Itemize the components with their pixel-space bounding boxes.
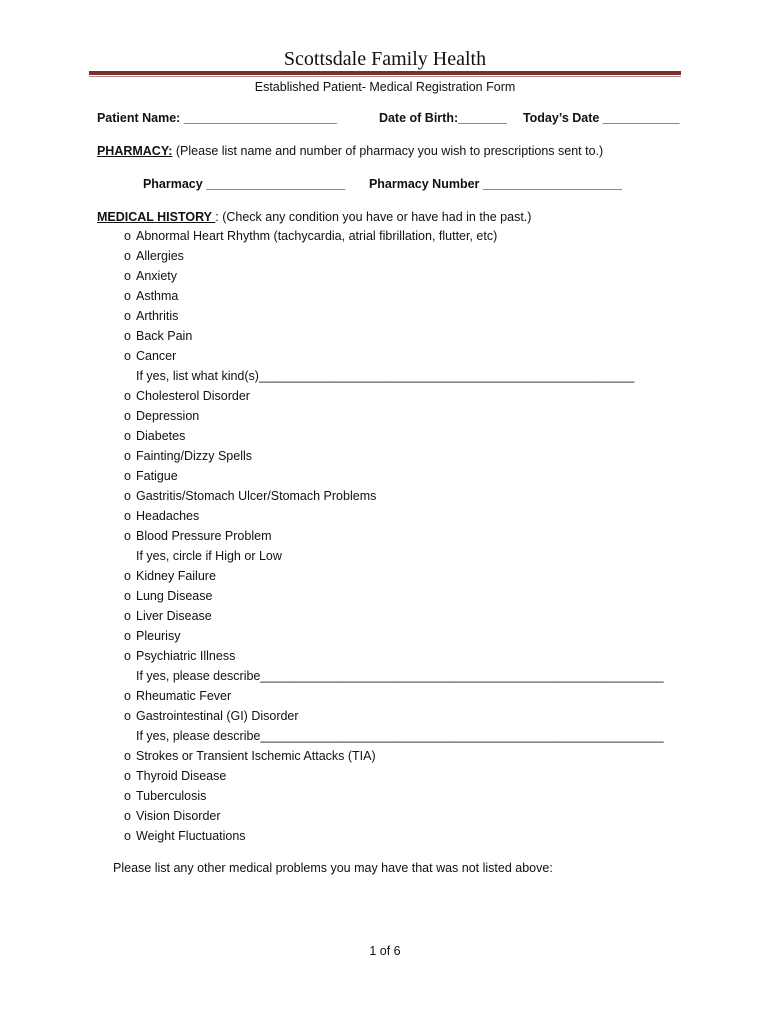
pharmacy-instruction: (Please list name and number of pharmacy you wish to prescriptions sent to.) [172, 144, 604, 158]
checkbox-circle-icon[interactable]: o [124, 749, 131, 763]
condition-item[interactable] [124, 529, 271, 543]
condition-item[interactable] [124, 489, 376, 503]
checkbox-circle-icon[interactable]: o [124, 309, 131, 323]
pharmacy-name-field[interactable]: ____________________ [206, 177, 346, 191]
pharmacy-heading: PHARMACY: [96, 144, 173, 158]
condition-label: Cholesterol Disorder [136, 389, 250, 403]
condition-item[interactable] [124, 389, 250, 403]
checkbox-circle-icon[interactable]: o [124, 489, 131, 503]
condition-item[interactable] [124, 629, 180, 643]
condition-item[interactable] [124, 409, 199, 423]
condition-label: Depression [136, 409, 200, 423]
condition-label: Cancer [136, 349, 177, 363]
patient-name-field[interactable]: ______________________ [183, 111, 337, 125]
condition-label: Blood Pressure Problem [136, 529, 272, 543]
dob-row [372, 97, 507, 125]
checkbox-circle-icon[interactable]: o [124, 449, 131, 463]
page-number: 1 of 6 [369, 944, 401, 958]
condition-item[interactable] [124, 649, 235, 663]
blood-pressure-followup[interactable]: If yes, circle if High or Low [136, 549, 282, 563]
medical-history-instruction: : (Check any condition you have or have had in the past.) [215, 210, 532, 224]
patient-name-row [90, 97, 337, 125]
condition-label: Gastritis/Stomach Ulcer/Stomach Problems [136, 489, 377, 503]
condition-label: Pleurisy [136, 629, 181, 643]
condition-item[interactable] [124, 329, 192, 343]
cancer-followup-field[interactable]: If yes, list what kind(s)______________________________________________________ [136, 369, 635, 383]
checkbox-circle-icon[interactable]: o [124, 709, 131, 723]
dob-field[interactable]: _______ [458, 111, 507, 125]
condition-label: Abnormal Heart Rhythm (tachycardia, atrial fibrillation, flutter, etc) [136, 229, 498, 243]
checkbox-circle-icon[interactable]: o [124, 529, 131, 543]
todays-date-field[interactable]: ___________ [602, 111, 680, 125]
medical-history-heading-row [90, 196, 531, 224]
todays-date-label: Today’s Date [522, 111, 603, 125]
condition-item[interactable] [124, 349, 176, 363]
condition-item[interactable] [124, 469, 178, 483]
checkbox-circle-icon[interactable]: o [124, 789, 131, 803]
psychiatric-followup-field[interactable]: If yes, please describe__________________________________________________________ [136, 669, 664, 683]
condition-item[interactable] [124, 289, 178, 303]
condition-label: Weight Fluctuations [136, 829, 246, 843]
condition-label: Tuberculosis [136, 789, 207, 803]
condition-label: Strokes or Transient Ischemic Attacks (TIA) [136, 749, 376, 763]
condition-label: Vision Disorder [136, 809, 221, 823]
condition-label: Headaches [136, 509, 200, 523]
checkbox-circle-icon[interactable]: o [124, 649, 131, 663]
patient-name-label: Patient Name: [96, 111, 184, 125]
condition-item[interactable] [124, 449, 252, 463]
checkbox-circle-icon[interactable]: o [124, 349, 131, 363]
checkbox-circle-icon[interactable]: o [124, 289, 131, 303]
checkbox-circle-icon[interactable]: o [124, 829, 131, 843]
checkbox-circle-icon[interactable]: o [124, 589, 131, 603]
condition-item[interactable] [124, 749, 376, 763]
page-title: Scottsdale Family Health [283, 48, 487, 70]
checkbox-circle-icon[interactable]: o [124, 249, 131, 263]
condition-label: Allergies [136, 249, 184, 263]
condition-label: Liver Disease [136, 609, 212, 623]
checkbox-circle-icon[interactable]: o [124, 689, 131, 703]
condition-item[interactable] [124, 769, 226, 783]
condition-item[interactable] [124, 569, 216, 583]
dob-label: Date of Birth: [378, 111, 459, 125]
condition-label: Asthma [136, 289, 179, 303]
pharmacy-number-label: Pharmacy Number [368, 177, 483, 191]
condition-item[interactable] [124, 509, 199, 523]
condition-item[interactable] [124, 689, 231, 703]
condition-label: Back Pain [136, 329, 193, 343]
header-rule [89, 71, 681, 75]
todays-date-row [516, 97, 679, 125]
pharmacy-name-row [136, 163, 345, 191]
condition-item[interactable] [124, 609, 212, 623]
condition-item[interactable] [124, 309, 178, 323]
checkbox-circle-icon[interactable]: o [124, 429, 131, 443]
checkbox-circle-icon[interactable]: o [124, 569, 131, 583]
checkbox-circle-icon[interactable]: o [124, 509, 131, 523]
condition-label: Gastrointestinal (GI) Disorder [136, 709, 299, 723]
pharmacy-name-label: Pharmacy [142, 177, 207, 191]
condition-label: Lung Disease [136, 589, 213, 603]
condition-item[interactable] [124, 249, 184, 263]
checkbox-circle-icon[interactable]: o [124, 809, 131, 823]
checkbox-circle-icon[interactable]: o [124, 269, 131, 283]
medical-history-heading: MEDICAL HISTORY [96, 210, 216, 224]
condition-item[interactable] [124, 709, 299, 723]
header-rule-thin [89, 76, 681, 77]
checkbox-circle-icon[interactable]: o [124, 229, 131, 243]
checkbox-circle-icon[interactable]: o [124, 609, 131, 623]
checkbox-circle-icon[interactable]: o [124, 769, 131, 783]
condition-item[interactable] [124, 789, 206, 803]
pharmacy-number-row [362, 163, 622, 191]
form-subtitle: Established Patient- Medical Registration Form [254, 80, 516, 94]
condition-label: Thyroid Disease [136, 769, 227, 783]
condition-label: Fainting/Dizzy Spells [136, 449, 253, 463]
condition-item[interactable] [124, 269, 177, 283]
gi-followup-field[interactable]: If yes, please describe__________________________________________________________ [136, 729, 664, 743]
condition-label: Fatigue [136, 469, 178, 483]
condition-label: Kidney Failure [136, 569, 216, 583]
checkbox-circle-icon[interactable]: o [124, 389, 131, 403]
other-problems-prompt: Please list any other medical problems you may have that was not listed above: [113, 861, 553, 875]
pharmacy-section-heading-row [90, 130, 603, 158]
condition-item[interactable] [124, 229, 497, 243]
condition-label: Arthritis [136, 309, 179, 323]
checkbox-circle-icon[interactable]: o [124, 329, 131, 343]
condition-item[interactable] [124, 589, 212, 603]
checkbox-circle-icon[interactable]: o [124, 409, 131, 423]
condition-label: Rheumatic Fever [136, 689, 232, 703]
condition-item[interactable] [124, 809, 221, 823]
condition-item[interactable] [124, 429, 185, 443]
condition-label: Diabetes [136, 429, 186, 443]
condition-item[interactable] [124, 829, 246, 843]
condition-label: Psychiatric Illness [136, 649, 236, 663]
checkbox-circle-icon[interactable]: o [124, 629, 131, 643]
pharmacy-number-field[interactable]: ____________________ [482, 177, 622, 191]
checkbox-circle-icon[interactable]: o [124, 469, 131, 483]
condition-label: Anxiety [136, 269, 177, 283]
